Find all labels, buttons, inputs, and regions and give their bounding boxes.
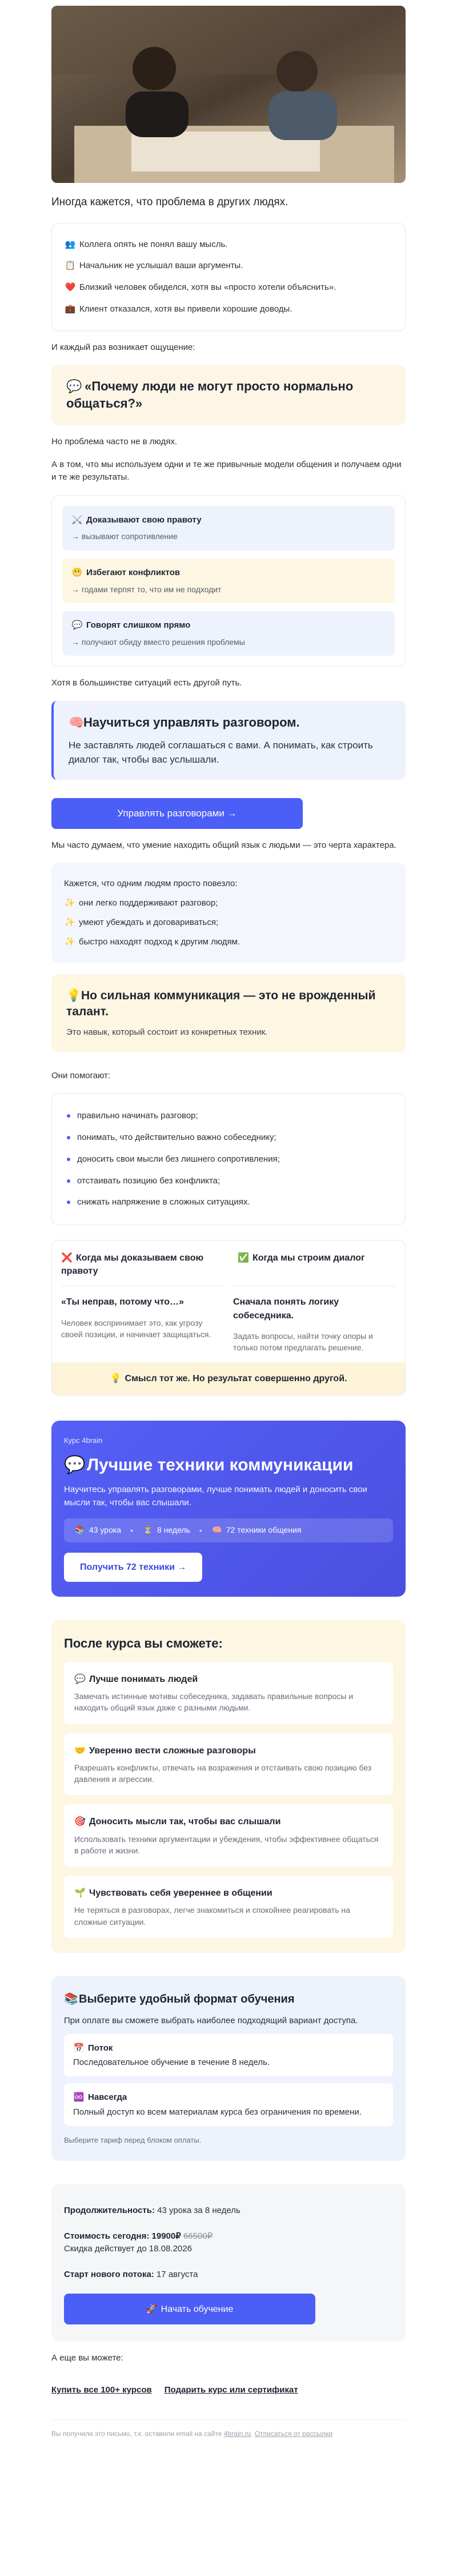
compare-left-head: ❌ Когда мы доказываем свою правоту	[61, 1252, 204, 1277]
skill-block	[51, 974, 406, 1052]
problem-text: Коллега опять не понял вашу мысль.	[79, 239, 228, 249]
pattern-title-text: Говорят слишком прямо	[86, 620, 191, 630]
hero-image	[51, 6, 406, 183]
price-old: 66500₽	[183, 2231, 213, 2241]
callout-title: Научиться управлять разговором.	[83, 715, 300, 729]
course-meta	[64, 1518, 393, 1542]
formats-title: Выберите удобный формат обучения	[79, 1992, 295, 2005]
outcome-item	[64, 1804, 393, 1867]
formats-note: Выберите тариф перед блоком оплаты.	[64, 2136, 202, 2145]
pattern-title	[71, 514, 386, 527]
pattern-item	[62, 611, 395, 656]
helps-item: снижать напряжение в сложных ситуациях.	[67, 1191, 390, 1213]
outcome-title-text: Уверенно вести сложные разговоры	[89, 1745, 256, 1756]
format-desc: Последовательное обучение в течение 8 недель.	[73, 2057, 270, 2068]
helps-item: доносить свои мысли без лишнего сопротивления;	[67, 1149, 390, 1170]
handshake-icon: 🤝	[74, 1744, 86, 1756]
pattern-title-text: Доказывают свою правоту	[86, 515, 202, 525]
course-title: Лучшие техники коммуникации	[87, 1456, 354, 1475]
formats-block	[51, 1976, 406, 2161]
format-title-text: Навсегда	[88, 2092, 127, 2103]
price-new: 19900₽	[151, 2231, 181, 2241]
price-row: Стоимость сегодня: 19900₽ 66500₽ Скидка действует до 18.08.2026	[64, 2231, 213, 2254]
speech-bubble-icon: 💬	[74, 1673, 86, 1684]
discount-text: Скидка действует до 18.08.2026	[64, 2244, 192, 2254]
outcome-desc: Замечать истинные мотивы собеседника, задавать правильные вопросы и находить общий язык даже с разными людьми.	[74, 1692, 354, 1713]
speech-bubble-icon: 💬	[64, 1455, 86, 1476]
books-icon: 📚	[75, 1526, 85, 1536]
lucky-item	[64, 932, 393, 952]
extra-links	[51, 2384, 406, 2396]
more-text: А еще вы можете:	[51, 2353, 123, 2363]
course-meta-item	[142, 1524, 190, 1536]
callout-text: Не заставлять людей соглашаться с вами. А понимать, как строить диалог так, чтобы вас услышали.	[69, 739, 373, 765]
site-link[interactable]: 4brain.ru	[223, 2429, 251, 2438]
not-people-text: Но проблема часто не в людях.	[51, 437, 177, 447]
calendar-icon: 📅	[73, 2042, 85, 2053]
sparkles-icon: ✨	[64, 898, 75, 908]
target-icon: 🎯	[74, 1816, 86, 1827]
manage-conversations-button[interactable]: Управлять разговорами →	[51, 798, 303, 829]
feeling-text: И каждый раз возникает ощущение:	[51, 342, 195, 352]
outcome-title-text: Доносить мысли так, чтобы вас слышали	[89, 1817, 281, 1827]
pattern-item	[62, 559, 395, 603]
helps-list	[51, 1093, 406, 1225]
outcome-desc: Не теряться в разговорах, легче знакомиться и спокойнее реагировать на сложные ситуации.	[74, 1905, 350, 1927]
check-icon: ✅	[238, 1252, 249, 1263]
unsubscribe-link[interactable]: Отписаться от рассылки	[254, 2429, 333, 2438]
outcome-desc: Использовать техники аргументации и убеждения, чтобы эффективнее общаться в работе и жизни.	[74, 1834, 379, 1855]
compare-left-title: «Ты неправ, потому что…»	[61, 1297, 184, 1307]
sprout-icon: 🌱	[74, 1887, 86, 1899]
helps-item: понимать, что действительно важно собеседнику;	[67, 1127, 390, 1149]
quote-block	[51, 365, 406, 425]
rocket-icon: 🚀	[146, 2303, 158, 2315]
footer: Вы получили это письмо, т.к. оставили email на сайте 4brain.ru. Отписаться от рассылки	[51, 2419, 406, 2439]
books-icon: 📚	[64, 1991, 78, 2005]
talent-text: Мы часто думаем, что умение находить общий язык с людьми — это черта характера.	[51, 840, 396, 850]
intro-text: Иногда кажется, что проблема в других людях.	[51, 196, 288, 208]
hourglass-icon: ⏳	[143, 1526, 153, 1536]
lightbulb-icon: 💡	[110, 1373, 122, 1384]
skill-title: Но сильная коммуникация — это не врожденный талант.	[66, 989, 376, 1018]
outcome-title-text: Лучше понимать людей	[89, 1674, 198, 1684]
outcome-title	[74, 1815, 383, 1828]
briefcase-icon: 💼	[65, 303, 76, 314]
course-meta-item	[211, 1524, 302, 1536]
lucky-text: они легко поддерживают разговор;	[79, 898, 218, 908]
problem-text: Близкий человек обиделся, хотя вы «просто хотели объяснить».	[79, 282, 336, 293]
outcome-item	[64, 1733, 393, 1796]
other-way-text: Хотя в большинстве ситуаций есть другой путь.	[51, 677, 242, 688]
summary-block	[51, 2184, 406, 2342]
lucky-item	[64, 894, 393, 913]
problem-item	[65, 255, 392, 277]
duration-row: Продолжительность: 43 урока за 8 недель	[64, 2206, 240, 2216]
cross-icon: ❌	[61, 1252, 73, 1263]
helps-item: правильно начинать разговор;	[67, 1105, 390, 1127]
compare-left-col	[61, 1286, 224, 1353]
lucky-intro: Кажется, что одним людям просто повезло:	[64, 879, 238, 889]
lucky-text: быстро находят подход к другим людям.	[79, 936, 240, 947]
outcome-title	[74, 1672, 383, 1686]
course-meta-text: 43 урока	[89, 1525, 122, 1535]
swords-icon: ⚔️	[71, 514, 83, 525]
outcome-item	[64, 1662, 393, 1724]
quote-text: «Почему люди не могут просто нормально общаться?»	[66, 379, 354, 410]
problem-item	[65, 298, 392, 320]
clipboard-icon: 📋	[65, 260, 76, 271]
course-meta-text: 8 недель	[157, 1525, 190, 1535]
lucky-item	[64, 913, 393, 932]
format-title	[73, 2042, 384, 2055]
outcome-title-text: Чувствовать себя увереннее в общении	[89, 1888, 272, 1899]
formats-subtitle: При оплате вы сможете выбрать наиболее подходящий вариант доступа.	[64, 2015, 358, 2025]
outcome-item	[64, 1876, 393, 1938]
course-subtitle: Научитесь управлять разговорами, лучше понимать людей и доносить свои мысли так, чтобы вас слышали.	[64, 1485, 367, 1508]
meta-separator: •	[199, 1525, 202, 1535]
people-icon: 👥	[65, 238, 76, 249]
start-row: Старт нового потока: 17 августа	[64, 2269, 198, 2279]
format-title	[73, 2091, 384, 2104]
format-option	[64, 2083, 393, 2126]
course-card	[51, 1421, 406, 1597]
pattern-title	[71, 619, 386, 632]
problem-item	[65, 234, 392, 256]
models-text: А в том, что мы используем одни и те же привычные модели общения и получаем одни и те же результаты.	[51, 460, 402, 482]
hero-illustration	[51, 6, 406, 183]
compare-right-col	[233, 1286, 396, 1353]
outcomes-title: После курса вы сможете:	[64, 1636, 223, 1650]
footer-text: Вы получили это письмо, т.к. оставили email на сайте	[51, 2429, 222, 2438]
heart-icon: ❤️	[65, 282, 76, 293]
outcome-title	[74, 1744, 383, 1757]
compare-left-desc: Человек воспринимает это, как угрозу своей позиции, и начинает защищаться.	[61, 1318, 211, 1339]
pattern-title-text: Избегают конфликтов	[86, 567, 181, 577]
speech-bubble-icon: 💬	[71, 619, 83, 630]
compare-right-head: ✅ Когда мы строим диалог	[228, 1241, 405, 1286]
problem-text: Клиент отказался, хотя вы привели хорошие доводы.	[79, 304, 292, 314]
get-techniques-button[interactable]: Получить 72 техники →	[64, 1553, 202, 1582]
pattern-desc: → получают обиду вместо решения проблемы	[71, 637, 245, 647]
comparison-table	[51, 1240, 406, 1395]
course-label: Курс 4brain	[64, 1435, 103, 1445]
brain-icon: 🧠	[212, 1526, 222, 1536]
lightbulb-icon: 💡	[66, 988, 82, 1003]
pattern-desc: → вызывают сопротивление	[71, 532, 178, 541]
format-title-text: Поток	[88, 2043, 113, 2053]
infinity-icon: ♾️	[73, 2092, 85, 2103]
outcomes-block	[51, 1620, 406, 1953]
grimace-icon: 😬	[71, 567, 83, 577]
lucky-text: умеют убеждать и договариваться;	[79, 917, 219, 927]
meta-separator: •	[130, 1525, 134, 1535]
buy-all-courses-link[interactable]: Купить все 100+ курсов	[51, 2384, 152, 2395]
outcome-desc: Разрешать конфликты, отвечать на возражения и отстаивать свою позицию без давления и агрессии.	[74, 1762, 372, 1784]
course-meta-item	[74, 1524, 121, 1536]
compare-footer: 💡 Смысл тот же. Но результат совершенно другой.	[52, 1362, 405, 1394]
outcome-title	[74, 1886, 383, 1900]
sparkles-icon: ✨	[64, 916, 75, 927]
gift-course-link[interactable]: Подарить курс или сертификат	[164, 2384, 298, 2395]
pattern-item	[62, 506, 395, 551]
problems-list	[51, 223, 406, 331]
compare-right-desc: Задать вопросы, найти точку опоры и только потом предлагать решение.	[233, 1331, 373, 1353]
pattern-title	[71, 567, 386, 579]
format-desc: Полный доступ ко всем материалам курса без ограничения по времени.	[73, 2107, 362, 2118]
problem-item	[65, 277, 392, 298]
skill-text: Это навык, который состоит из конкретных техник.	[66, 1027, 268, 1037]
patterns-block	[51, 495, 406, 667]
format-option	[64, 2034, 393, 2077]
pattern-desc: → годами терпят то, что им не подходит	[71, 584, 222, 594]
problem-text: Начальник не услышал ваши аргументы.	[79, 261, 243, 271]
lucky-block	[51, 863, 406, 963]
sparkles-icon: ✨	[64, 936, 75, 947]
course-meta-text: 72 техники общения	[226, 1525, 302, 1535]
compare-right-title: Сначала понять логику собеседника.	[233, 1297, 339, 1321]
start-learning-button[interactable]: 🚀 Начать обучение	[64, 2294, 315, 2324]
helps-intro: Они помогают:	[51, 1070, 111, 1080]
brain-icon: 🧠	[69, 715, 85, 730]
helps-item: отстаивать позицию без конфликта;	[67, 1170, 390, 1192]
speech-bubble-icon: 💬	[66, 380, 82, 394]
callout-block	[51, 701, 406, 780]
